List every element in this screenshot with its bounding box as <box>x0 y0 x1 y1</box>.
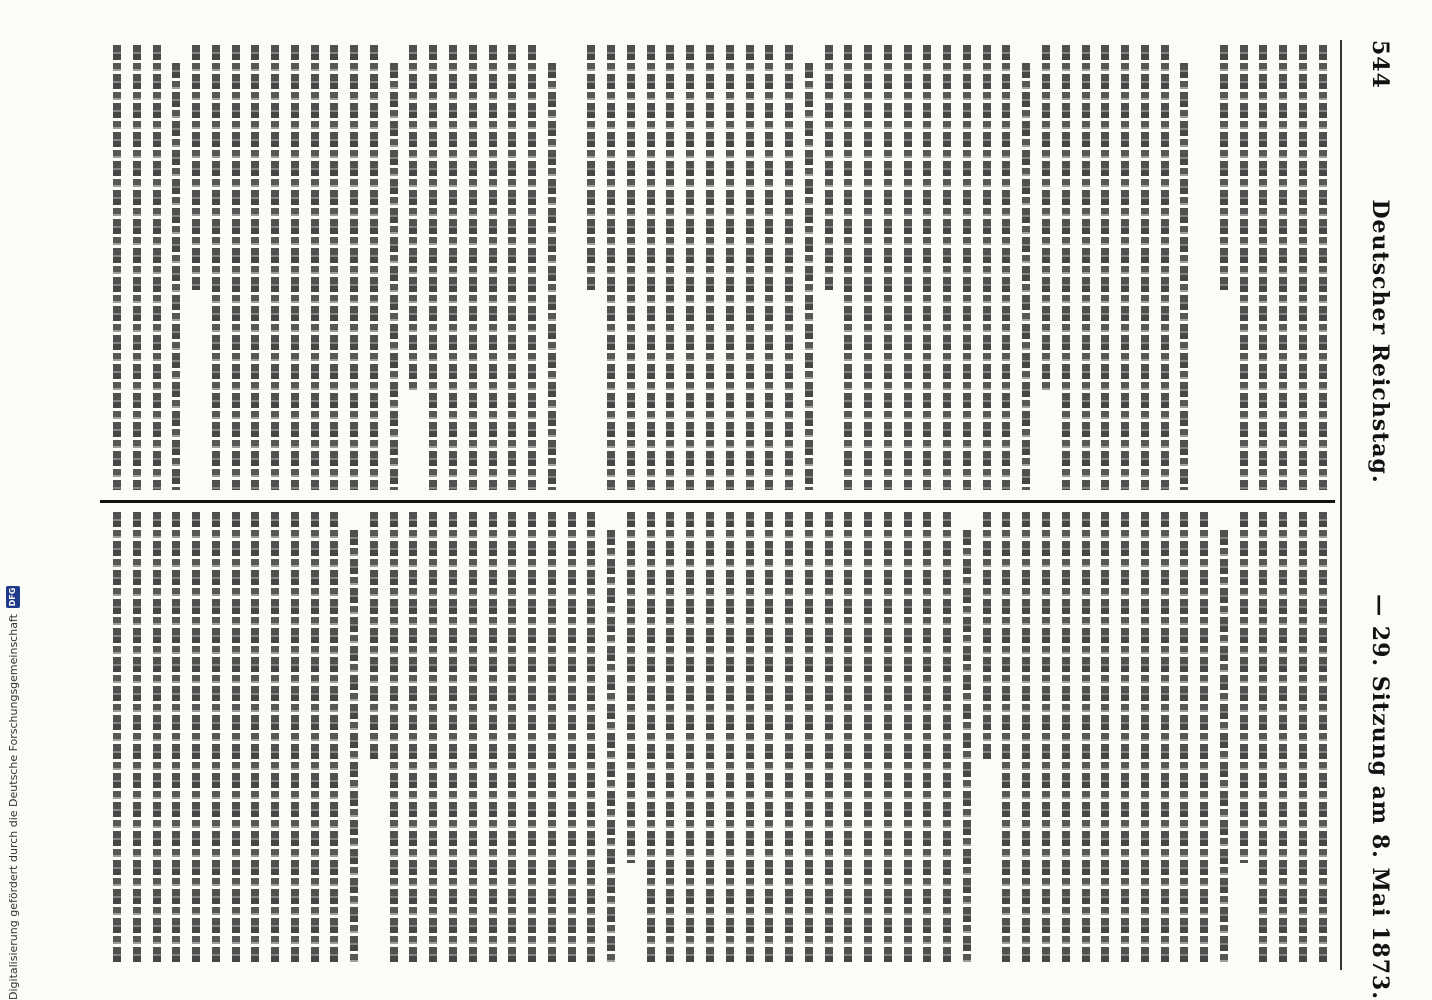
digitization-footer <box>2 0 24 1000</box>
text-line <box>999 512 1013 962</box>
text-line <box>762 45 776 490</box>
text-line <box>1098 512 1112 962</box>
text-line <box>1059 45 1073 490</box>
text-line <box>189 45 203 490</box>
text-line <box>743 45 757 490</box>
text-line <box>248 45 262 490</box>
text-line <box>466 512 480 962</box>
text-line <box>1256 512 1270 962</box>
text-line <box>1256 45 1270 490</box>
text-line <box>150 512 164 962</box>
text-line <box>545 45 559 490</box>
text-line <box>1237 512 1251 962</box>
text-line <box>1039 45 1053 490</box>
text-line <box>347 45 361 490</box>
text-line <box>327 512 341 962</box>
text-line <box>1158 45 1172 490</box>
text-line <box>1276 45 1290 490</box>
text-line <box>861 45 875 490</box>
text-line <box>920 45 934 490</box>
publication-title: Deutscher Reichstag. <box>1367 199 1393 484</box>
text-line <box>367 45 381 490</box>
text-line <box>525 512 539 962</box>
text-line <box>525 45 539 490</box>
text-line <box>387 45 401 490</box>
text-line <box>683 512 697 962</box>
text-line <box>782 45 796 490</box>
text-line <box>387 512 401 962</box>
text-line <box>960 45 974 490</box>
text-line <box>288 512 302 962</box>
text-line <box>1118 45 1132 490</box>
text-line <box>980 512 994 962</box>
text-line <box>406 512 420 962</box>
text-line <box>841 512 855 962</box>
text-line <box>308 512 322 962</box>
text-line <box>723 512 737 962</box>
page-number: 544 <box>1367 40 1393 89</box>
text-line <box>1039 512 1053 962</box>
text-line <box>1118 512 1132 962</box>
text-line <box>881 45 895 490</box>
text-line <box>1296 45 1310 490</box>
text-line <box>1276 512 1290 962</box>
text-line <box>861 512 875 962</box>
text-line <box>406 45 420 490</box>
text-line <box>901 45 915 490</box>
text-line <box>486 512 500 962</box>
text-line <box>268 45 282 490</box>
text-line <box>1019 512 1033 962</box>
text-line <box>505 512 519 962</box>
text-line <box>999 45 1013 490</box>
text-line <box>822 512 836 962</box>
text-line <box>1059 512 1073 962</box>
text-line <box>426 45 440 490</box>
text-line <box>1079 512 1093 962</box>
text-line <box>466 45 480 490</box>
text-line <box>841 45 855 490</box>
text-line <box>1217 45 1231 490</box>
text-line <box>248 512 262 962</box>
text-line <box>604 512 618 962</box>
text-line <box>268 512 282 962</box>
text-line <box>209 512 223 962</box>
text-line <box>723 45 737 490</box>
text-line <box>644 45 658 490</box>
text-line <box>130 512 144 962</box>
text-line <box>802 45 816 490</box>
text-line <box>604 45 618 490</box>
text-column-first <box>110 45 1330 490</box>
text-column-second <box>110 512 1330 962</box>
text-line <box>1079 45 1093 490</box>
text-line <box>782 512 796 962</box>
text-line <box>229 512 243 962</box>
text-line <box>584 45 598 490</box>
text-line <box>960 512 974 962</box>
text-line <box>1138 512 1152 962</box>
text-line <box>1197 45 1211 490</box>
text-line <box>624 45 638 490</box>
text-line <box>505 45 519 490</box>
text-line <box>446 45 460 490</box>
header-rule <box>1340 40 1342 970</box>
text-line <box>881 512 895 962</box>
text-line <box>446 512 460 962</box>
text-line <box>1217 512 1231 962</box>
text-line <box>110 512 124 962</box>
text-line <box>169 45 183 490</box>
text-line <box>169 512 183 962</box>
dfg-logo: DFG <box>6 586 20 608</box>
text-line <box>901 512 915 962</box>
text-line <box>663 45 677 490</box>
text-line <box>545 512 559 962</box>
text-line <box>1237 45 1251 490</box>
text-line <box>1098 45 1112 490</box>
text-line <box>822 45 836 490</box>
text-line <box>1177 45 1191 490</box>
text-line <box>762 512 776 962</box>
text-line <box>663 512 677 962</box>
text-line <box>743 512 757 962</box>
text-line <box>209 45 223 490</box>
text-line <box>584 512 598 962</box>
text-line <box>229 45 243 490</box>
text-line <box>486 45 500 490</box>
text-line <box>802 512 816 962</box>
text-line <box>624 512 638 962</box>
text-line <box>940 45 954 490</box>
text-line <box>940 512 954 962</box>
session-date: — 29. Sitzung am 8. Mai 1873. <box>1367 594 1393 1000</box>
text-line <box>920 512 934 962</box>
text-line <box>347 512 361 962</box>
text-line <box>110 45 124 490</box>
text-line <box>1019 45 1033 490</box>
digitization-text: Digitalisierung gefördert durch die Deutsche Forschungsgemeinschaft <box>6 614 20 1000</box>
text-line <box>189 512 203 962</box>
text-line <box>565 45 579 490</box>
text-line <box>288 45 302 490</box>
text-line <box>367 512 381 962</box>
text-line <box>1197 512 1211 962</box>
text-line <box>1138 45 1152 490</box>
text-line <box>130 45 144 490</box>
text-line <box>150 45 164 490</box>
text-line <box>308 45 322 490</box>
text-line <box>1177 512 1191 962</box>
text-line <box>980 45 994 490</box>
text-line <box>1158 512 1172 962</box>
text-line <box>1316 45 1330 490</box>
text-line <box>703 45 717 490</box>
text-line <box>1296 512 1310 962</box>
text-line <box>703 512 717 962</box>
running-head <box>1360 40 1400 1000</box>
column-divider <box>100 500 1335 503</box>
text-line <box>565 512 579 962</box>
text-line <box>644 512 658 962</box>
text-line <box>327 45 341 490</box>
text-line <box>426 512 440 962</box>
text-line <box>1316 512 1330 962</box>
text-line <box>683 45 697 490</box>
